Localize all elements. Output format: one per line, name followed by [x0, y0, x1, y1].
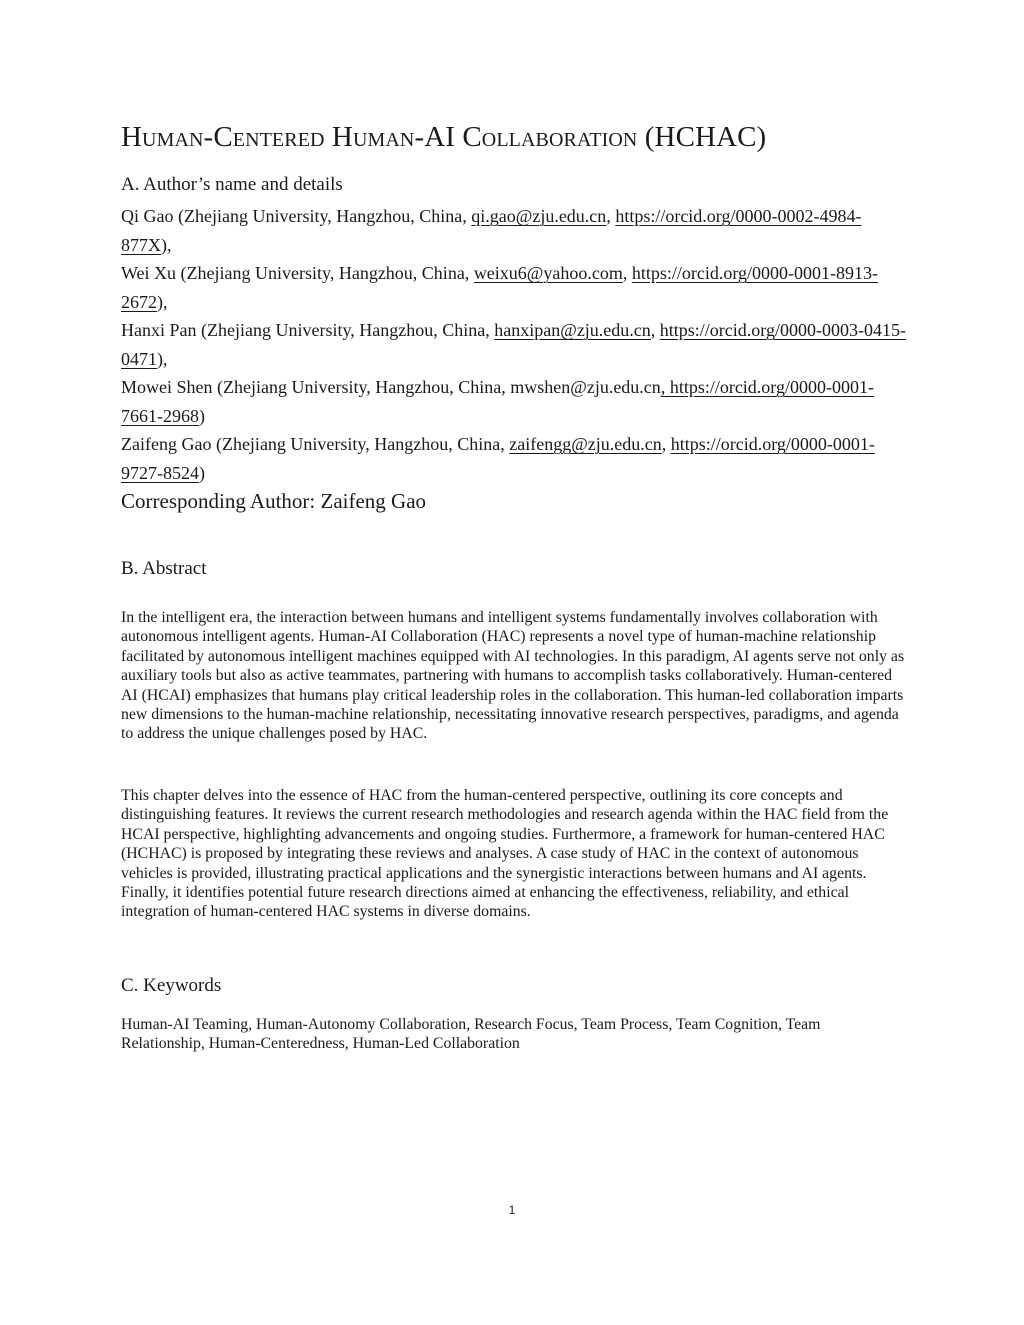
author-email-link[interactable]: hanxipan@zju.edu.cn: [494, 320, 651, 340]
author-trail: ),: [157, 292, 168, 312]
author-separator: ,: [606, 206, 616, 226]
abstract-paragraph-2: This chapter delves into the essence of HAC from the human-centered perspective, outlining its core concepts and distinguishing features. It reviews the current research methodologies and research agenda within the HAC field from the HCAI perspective, highlighting advancements and ongoing studies. Furthermore, a framework for human-centered HAC (HCHAC) is proposed by integrating these reviews and analyses. A case study of HAC in the context of autonomous vehicles is provided, illustrating practical applications and the synergistic interactions between humans and AI agents. Finally, it identifies potential future research directions aimed at enhancing the effectiveness, reliability, and ethical integration of human-centered HAC systems in diverse domains.: [121, 787, 889, 921]
author-separator: ,: [622, 263, 632, 283]
author-trail: ),: [161, 235, 172, 255]
paper-title: Human-Centered Human-AI Collaboration (HCHAC): [121, 121, 767, 153]
author-email-link[interactable]: qi.gao@zju.edu.cn: [471, 206, 607, 226]
author-email-link[interactable]: zaifengg@zju.edu.cn: [509, 434, 662, 454]
section-b-heading: B. Abstract: [121, 558, 207, 579]
author-name-affiliation: Hanxi Pan (Zhejiang University, Hangzhou, China,: [121, 320, 495, 340]
keywords-list: Human-AI Teaming, Human-Autonomy Collaboration, Research Focus, Team Process, Team Cognition, Team Relationship, Human-Centeredness, Human-Led Collaboration: [121, 1016, 821, 1053]
corresponding-author: Corresponding Author: Zaifeng Gao: [121, 489, 427, 513]
section-a-heading: A. Author’s name and details: [121, 174, 343, 195]
author-email-link[interactable]: weixu6@yahoo.com: [473, 263, 623, 283]
author-trail: ): [199, 406, 205, 426]
author-separator: ,: [650, 320, 660, 340]
page-number: 1: [508, 1203, 516, 1217]
section-c-heading: C. Keywords: [121, 975, 222, 996]
author-entry-zaifeng-gao: [121, 430, 911, 488]
author-entry-wei-xu: [121, 259, 911, 317]
author-entry-qi-gao: [121, 202, 911, 260]
author-orcid-link[interactable]: https://orcid.org/0000-0001-8913-2672: [121, 263, 879, 312]
author-separator: ,: [661, 434, 671, 454]
author-name-affiliation: Zaifeng Gao (Zhejiang University, Hangzhou, China,: [121, 434, 510, 454]
author-orcid-link[interactable]: https://orcid.org/0000-0003-0415-0471: [121, 320, 906, 369]
author-trail: ),: [157, 349, 168, 369]
abstract-paragraph-1: In the intelligent era, the interaction between humans and intelligent systems fundamentally involves collaboration with autonomous intelligent agents. Human-AI Collaboration (HAC) represents a novel type of human-machine relationship facilitated by autonomous intelligent machines equipped with AI technologies. In this paradigm, AI agents serve not only as auxiliary tools but also as active teammates, partnering with humans to accomplish tasks collaboratively. Human-centered AI (HCAI) emphasizes that humans play critical leadership roles in the collaboration. This human-led collaboration imparts new dimensions to the human-machine relationship, necessitating innovative research perspectives, paradigms, and agenda to address the unique challenges posed by HAC.: [121, 609, 905, 743]
author-trail: ): [199, 463, 205, 483]
author-entry-mowei-shen: [121, 373, 911, 431]
author-name-affiliation: Wei Xu (Zhejiang University, Hangzhou, China,: [121, 263, 474, 283]
author-orcid-link[interactable]: , https://orcid.org/0000-0001-7661-2968: [121, 377, 874, 426]
author-orcid-link[interactable]: https://orcid.org/0000-0002-4984-877X: [121, 206, 862, 255]
author-name-affiliation: Qi Gao (Zhejiang University, Hangzhou, China,: [121, 206, 472, 226]
author-entry-hanxi-pan: [121, 316, 911, 374]
author-name-affiliation: Mowei Shen (Zhejiang University, Hangzhou, China, mwshen@zju.edu.cn: [121, 377, 661, 397]
author-orcid-link[interactable]: https://orcid.org/0000-0001-9727-8524: [121, 434, 875, 483]
